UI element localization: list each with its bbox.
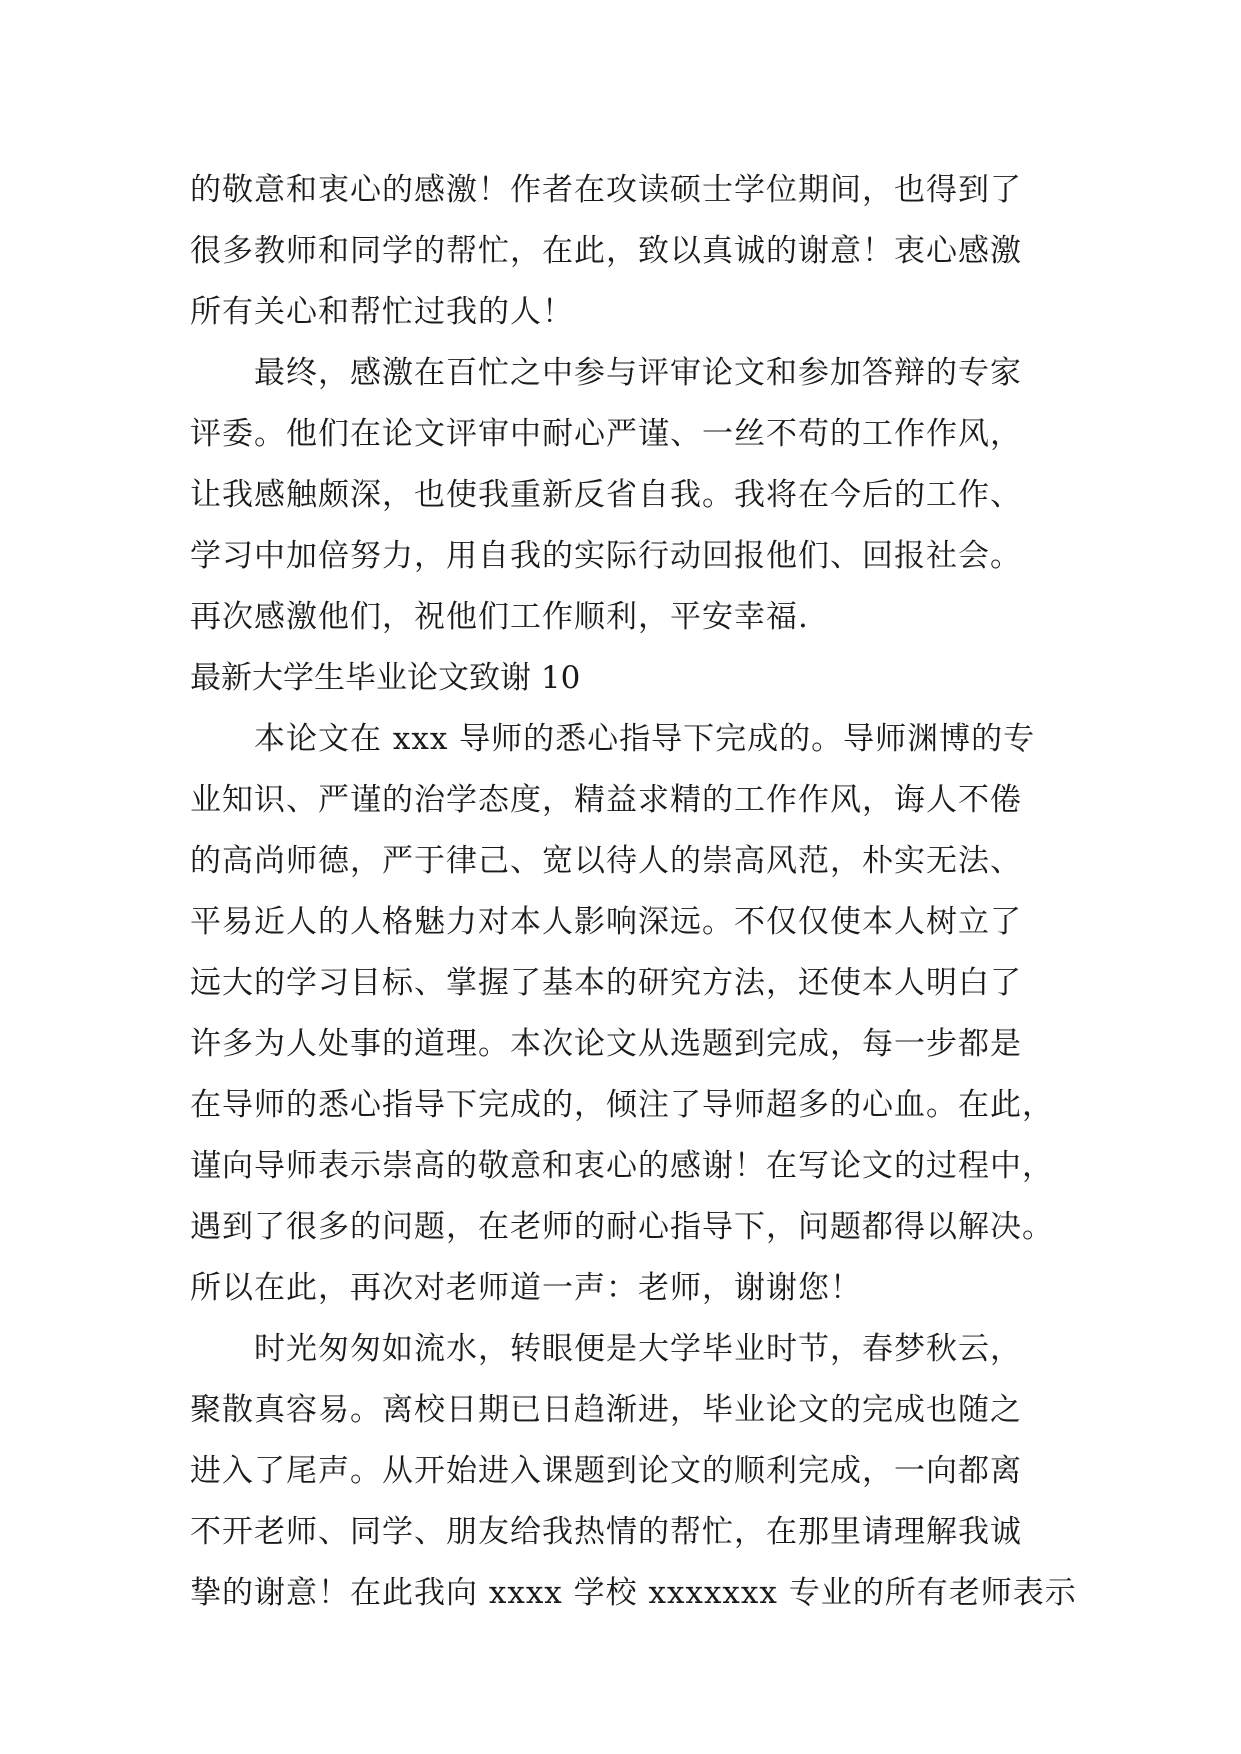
text-line: 平易近人的人格魅力对本人影响深远。不仅仅使本人树立了 [190,904,1022,940]
text-line: 所以在此，再次对老师道一声：老师，谢谢您！ [190,1270,862,1306]
section-heading: 最新大学生毕业论文致谢 10 [190,660,581,696]
text-line: 在导师的悉心指导下完成的，倾注了导师超多的心血。在此， [190,1087,1054,1123]
text-line: 业知识、严谨的治学态度，精益求精的工作作风，诲人不倦 [190,782,1022,818]
text-line: 遇到了很多的问题，在老师的耐心指导下，问题都得以解决。 [190,1209,1054,1245]
text-line: 所有关心和帮忙过我的人！ [190,294,574,330]
text-line: 让我感触颇深，也使我重新反省自我。我将在今后的工作、 [190,477,1022,513]
text-line: 许多为人处事的道理。本次论文从选题到完成，每一步都是 [190,1026,1022,1062]
text-line: 学习中加倍努力，用自我的实际行动回报他们、回报社会。 [190,538,1022,574]
text-line: 不开老师、同学、朋友给我热情的帮忙，在那里请理解我诚 [190,1514,1022,1550]
text-line: 再次感激他们，祝他们工作顺利，平安幸福. [190,599,809,635]
text-line: 的高尚师德，严于律己、宽以待人的崇高风范，朴实无法、 [190,843,1022,879]
paragraph-first-line: 最终，感激在百忙之中参与评审论文和参加答辩的专家 [254,355,1022,391]
text-line: 很多教师和同学的帮忙，在此，致以真诚的谢意！衷心感激 [190,233,1022,269]
paragraph-first-line: 本论文在 xxx 导师的悉心指导下完成的。导师渊博的专 [254,721,1036,757]
text-line: 评委。他们在论文评审中耐心严谨、一丝不苟的工作作风， [190,416,1022,452]
text-line: 挚的谢意！在此我向 xxxx 学校 xxxxxxx 专业的所有老师表示 [190,1575,1077,1611]
text-line: 谨向导师表示崇高的敬意和衷心的感谢！在写论文的过程中， [190,1148,1054,1184]
text-line: 聚散真容易。离校日期已日趋渐进，毕业论文的完成也随之 [190,1392,1022,1428]
document-body [190,160,1077,1624]
text-line: 远大的学习目标、掌握了基本的研究方法，还使本人明白了 [190,965,1022,1001]
text-line: 的敬意和衷心的感激！作者在攻读硕士学位期间，也得到了 [190,172,1022,208]
paragraph-first-line: 时光匆匆如流水，转眼便是大学毕业时节，春梦秋云， [254,1331,1022,1367]
text-line: 进入了尾声。从开始进入课题到论文的顺利完成，一向都离 [190,1453,1022,1489]
